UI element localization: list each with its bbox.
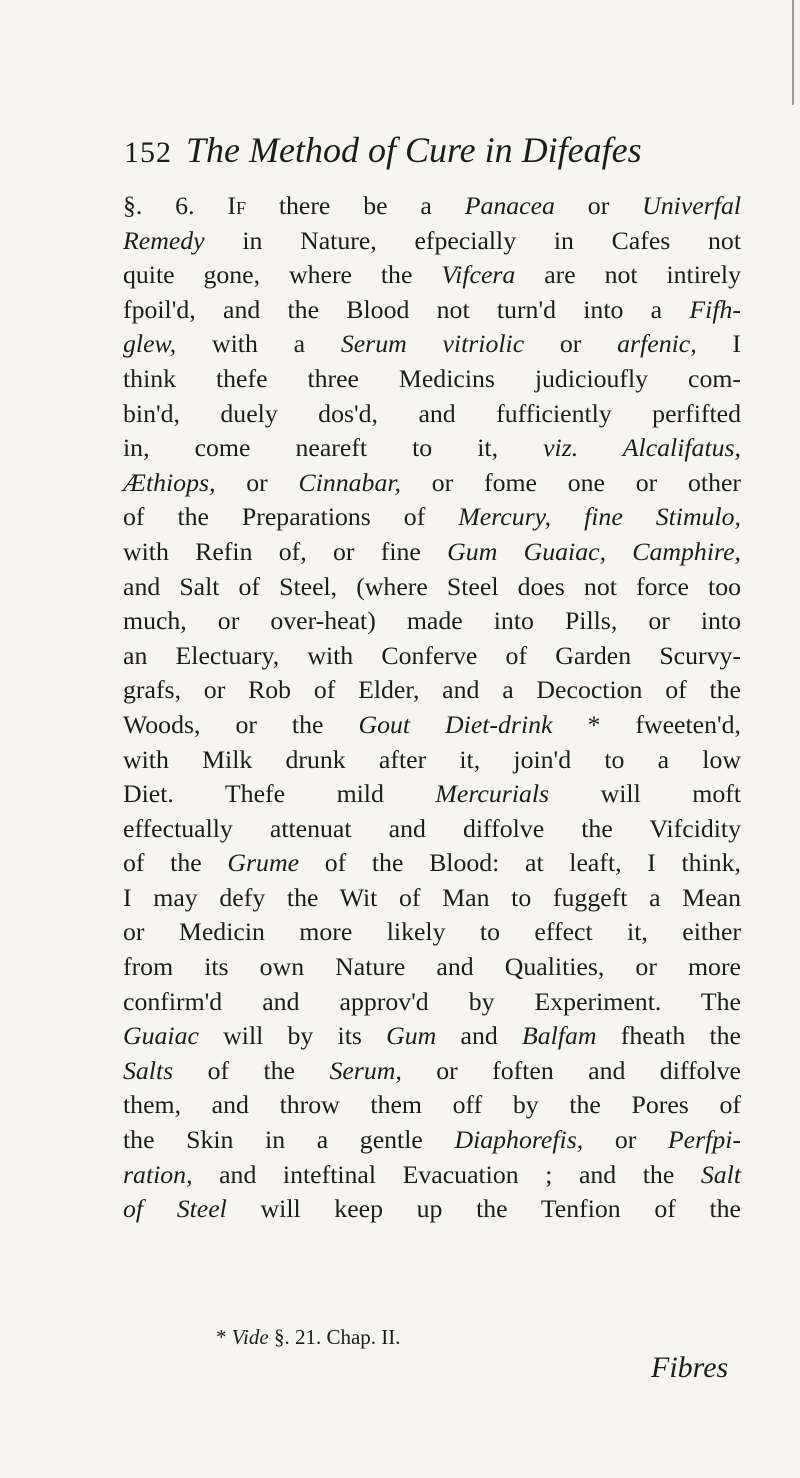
text-run: grafs, or Rob of Elder, and a Decoction of the bbox=[123, 675, 741, 705]
text-run: in Nature, efpecially in Cafes not bbox=[204, 225, 741, 255]
text-line bbox=[123, 743, 741, 778]
text-line bbox=[123, 466, 741, 501]
text-run: Serum vitriolic bbox=[340, 329, 525, 359]
text-run: Univerfal bbox=[642, 191, 742, 220]
text-run: I bbox=[696, 329, 742, 359]
text-run: of Steel bbox=[123, 1194, 227, 1224]
text-run: and Salt of Steel, (where Steel does not force too bbox=[123, 571, 741, 601]
text-run: them, and throw them off by the Pores of bbox=[123, 1090, 741, 1120]
text-line bbox=[123, 1192, 741, 1227]
text-run: or foften and diffolve bbox=[401, 1055, 742, 1085]
text-run: from its own Nature and Qualities, or more bbox=[123, 952, 741, 982]
text-run: in, come neareft to it, bbox=[123, 433, 544, 463]
text-line bbox=[123, 950, 741, 985]
text-run: Salts bbox=[123, 1055, 174, 1085]
text-run: Serum, bbox=[329, 1055, 402, 1085]
text-line bbox=[123, 1158, 741, 1193]
text-run: Æthiops, bbox=[123, 467, 216, 497]
text-run: fpoil'd, and the Blood not turn'd into a bbox=[123, 294, 690, 324]
text-run: Gum Guaiac, Camphire, bbox=[447, 536, 741, 566]
text-line bbox=[123, 881, 741, 916]
text-run: with Refin of, or fine bbox=[123, 536, 448, 566]
text-line bbox=[123, 397, 741, 432]
text-run: will moft bbox=[549, 779, 741, 809]
body-text bbox=[123, 189, 741, 1227]
text-run: Fifh- bbox=[689, 294, 741, 324]
text-line bbox=[123, 777, 741, 812]
text-run: will by its bbox=[198, 1021, 387, 1051]
page-number: 152 bbox=[124, 136, 172, 169]
text-run: glew, bbox=[123, 329, 177, 359]
text-run: Cinnabar, bbox=[298, 467, 401, 497]
text-line bbox=[123, 1088, 741, 1123]
text-run: with a bbox=[176, 329, 341, 359]
text-run: Remedy bbox=[123, 225, 205, 255]
text-run: or Medicin more likely to effect it, either bbox=[123, 917, 741, 947]
text-run: Gum bbox=[386, 1021, 437, 1051]
text-line bbox=[123, 604, 741, 639]
text-line bbox=[123, 293, 741, 328]
text-run: §. 6. bbox=[123, 191, 228, 220]
text-run: much, or over-heat) made into Pills, or into bbox=[123, 606, 741, 636]
text-run: viz. Alcalifatus, bbox=[543, 433, 741, 463]
text-run: of the Blood: at leaft, I think, bbox=[299, 848, 741, 878]
text-run: or bbox=[215, 467, 299, 497]
text-line bbox=[123, 535, 741, 570]
text-run: of the bbox=[173, 1055, 330, 1085]
text-run: with Milk drunk after it, join'd to a low bbox=[123, 744, 741, 774]
text-run: effectually attenuat and diffolve the Vifcidity bbox=[123, 813, 741, 843]
text-run: confirm'd and approv'd by Experiment. The bbox=[123, 986, 741, 1016]
catchword: Fibres bbox=[651, 1351, 729, 1384]
text-run: and bbox=[436, 1021, 523, 1051]
text-run: * fweeten'd, bbox=[552, 709, 741, 739]
text-line bbox=[123, 362, 741, 397]
text-line bbox=[123, 915, 741, 950]
text-run: there be a bbox=[245, 191, 465, 220]
text-run: Grume bbox=[227, 848, 300, 878]
text-run: an Electuary, with Conferve of Garden Scurvy- bbox=[123, 640, 741, 670]
text-line bbox=[123, 224, 741, 259]
text-line bbox=[123, 327, 741, 362]
text-line bbox=[123, 258, 741, 293]
text-run: Balfam bbox=[522, 1021, 597, 1051]
text-run: quite gone, where the bbox=[123, 260, 442, 290]
text-run: If bbox=[227, 191, 246, 220]
text-run: Woods, or the bbox=[123, 709, 359, 739]
text-run: fheath the bbox=[596, 1021, 741, 1051]
text-run: Mercurials bbox=[435, 779, 550, 809]
text-line bbox=[123, 570, 741, 605]
footnote bbox=[216, 1323, 401, 1351]
text-run: Perfpi- bbox=[667, 1125, 741, 1155]
text-run: I may defy the Wit of Man to fuggeft a Mean bbox=[123, 882, 741, 912]
running-head: The Method of Cure in Difeafes bbox=[186, 130, 642, 170]
text-run: Diet. Thefe mild bbox=[123, 779, 436, 809]
text-run: the Skin in a gentle bbox=[123, 1125, 455, 1155]
text-run: or bbox=[554, 191, 643, 220]
footnote-reference: §. 21. Chap. II. bbox=[268, 1325, 401, 1349]
footnote-marker: * bbox=[216, 1325, 232, 1349]
text-line bbox=[123, 708, 741, 743]
text-run: Gout Diet-drink bbox=[358, 709, 553, 739]
text-line bbox=[123, 1019, 741, 1054]
text-line bbox=[123, 1123, 741, 1158]
text-line bbox=[123, 639, 741, 674]
page-header bbox=[124, 125, 724, 175]
text-run: Panacea bbox=[464, 191, 555, 220]
text-run: of the Preparations of bbox=[123, 502, 459, 532]
text-run: or bbox=[583, 1125, 668, 1155]
text-line bbox=[123, 673, 741, 708]
page-edge-line bbox=[792, 0, 794, 105]
footnote-vide: Vide bbox=[231, 1325, 269, 1349]
text-run: of the bbox=[123, 848, 228, 878]
text-run: Guaiac bbox=[123, 1021, 199, 1051]
text-line bbox=[123, 431, 741, 466]
text-run: or fome one or other bbox=[400, 467, 742, 497]
text-line bbox=[123, 846, 741, 881]
text-run: and inteftinal Evacuation ; and the bbox=[192, 1159, 701, 1189]
text-line bbox=[123, 189, 741, 224]
text-line bbox=[123, 500, 741, 535]
text-run: arfenic, bbox=[617, 329, 697, 359]
text-run: Mercury, fine Stimulo, bbox=[458, 502, 741, 532]
text-run: are not intirely bbox=[515, 260, 741, 290]
text-line bbox=[123, 985, 741, 1020]
text-run: or bbox=[524, 329, 618, 359]
text-run: ration, bbox=[123, 1159, 193, 1189]
text-line bbox=[123, 812, 741, 847]
text-run: Diaphorefis, bbox=[454, 1125, 584, 1155]
text-run: Vifcera bbox=[441, 260, 516, 290]
text-run: think thefe three Medicins judicioufly com- bbox=[123, 363, 741, 393]
text-run: bin'd, duely dos'd, and fufficiently perfifted bbox=[123, 398, 741, 428]
text-run: will keep up the Tenfion of the bbox=[226, 1194, 741, 1224]
text-line bbox=[123, 1054, 741, 1089]
text-run: Salt bbox=[700, 1159, 741, 1189]
